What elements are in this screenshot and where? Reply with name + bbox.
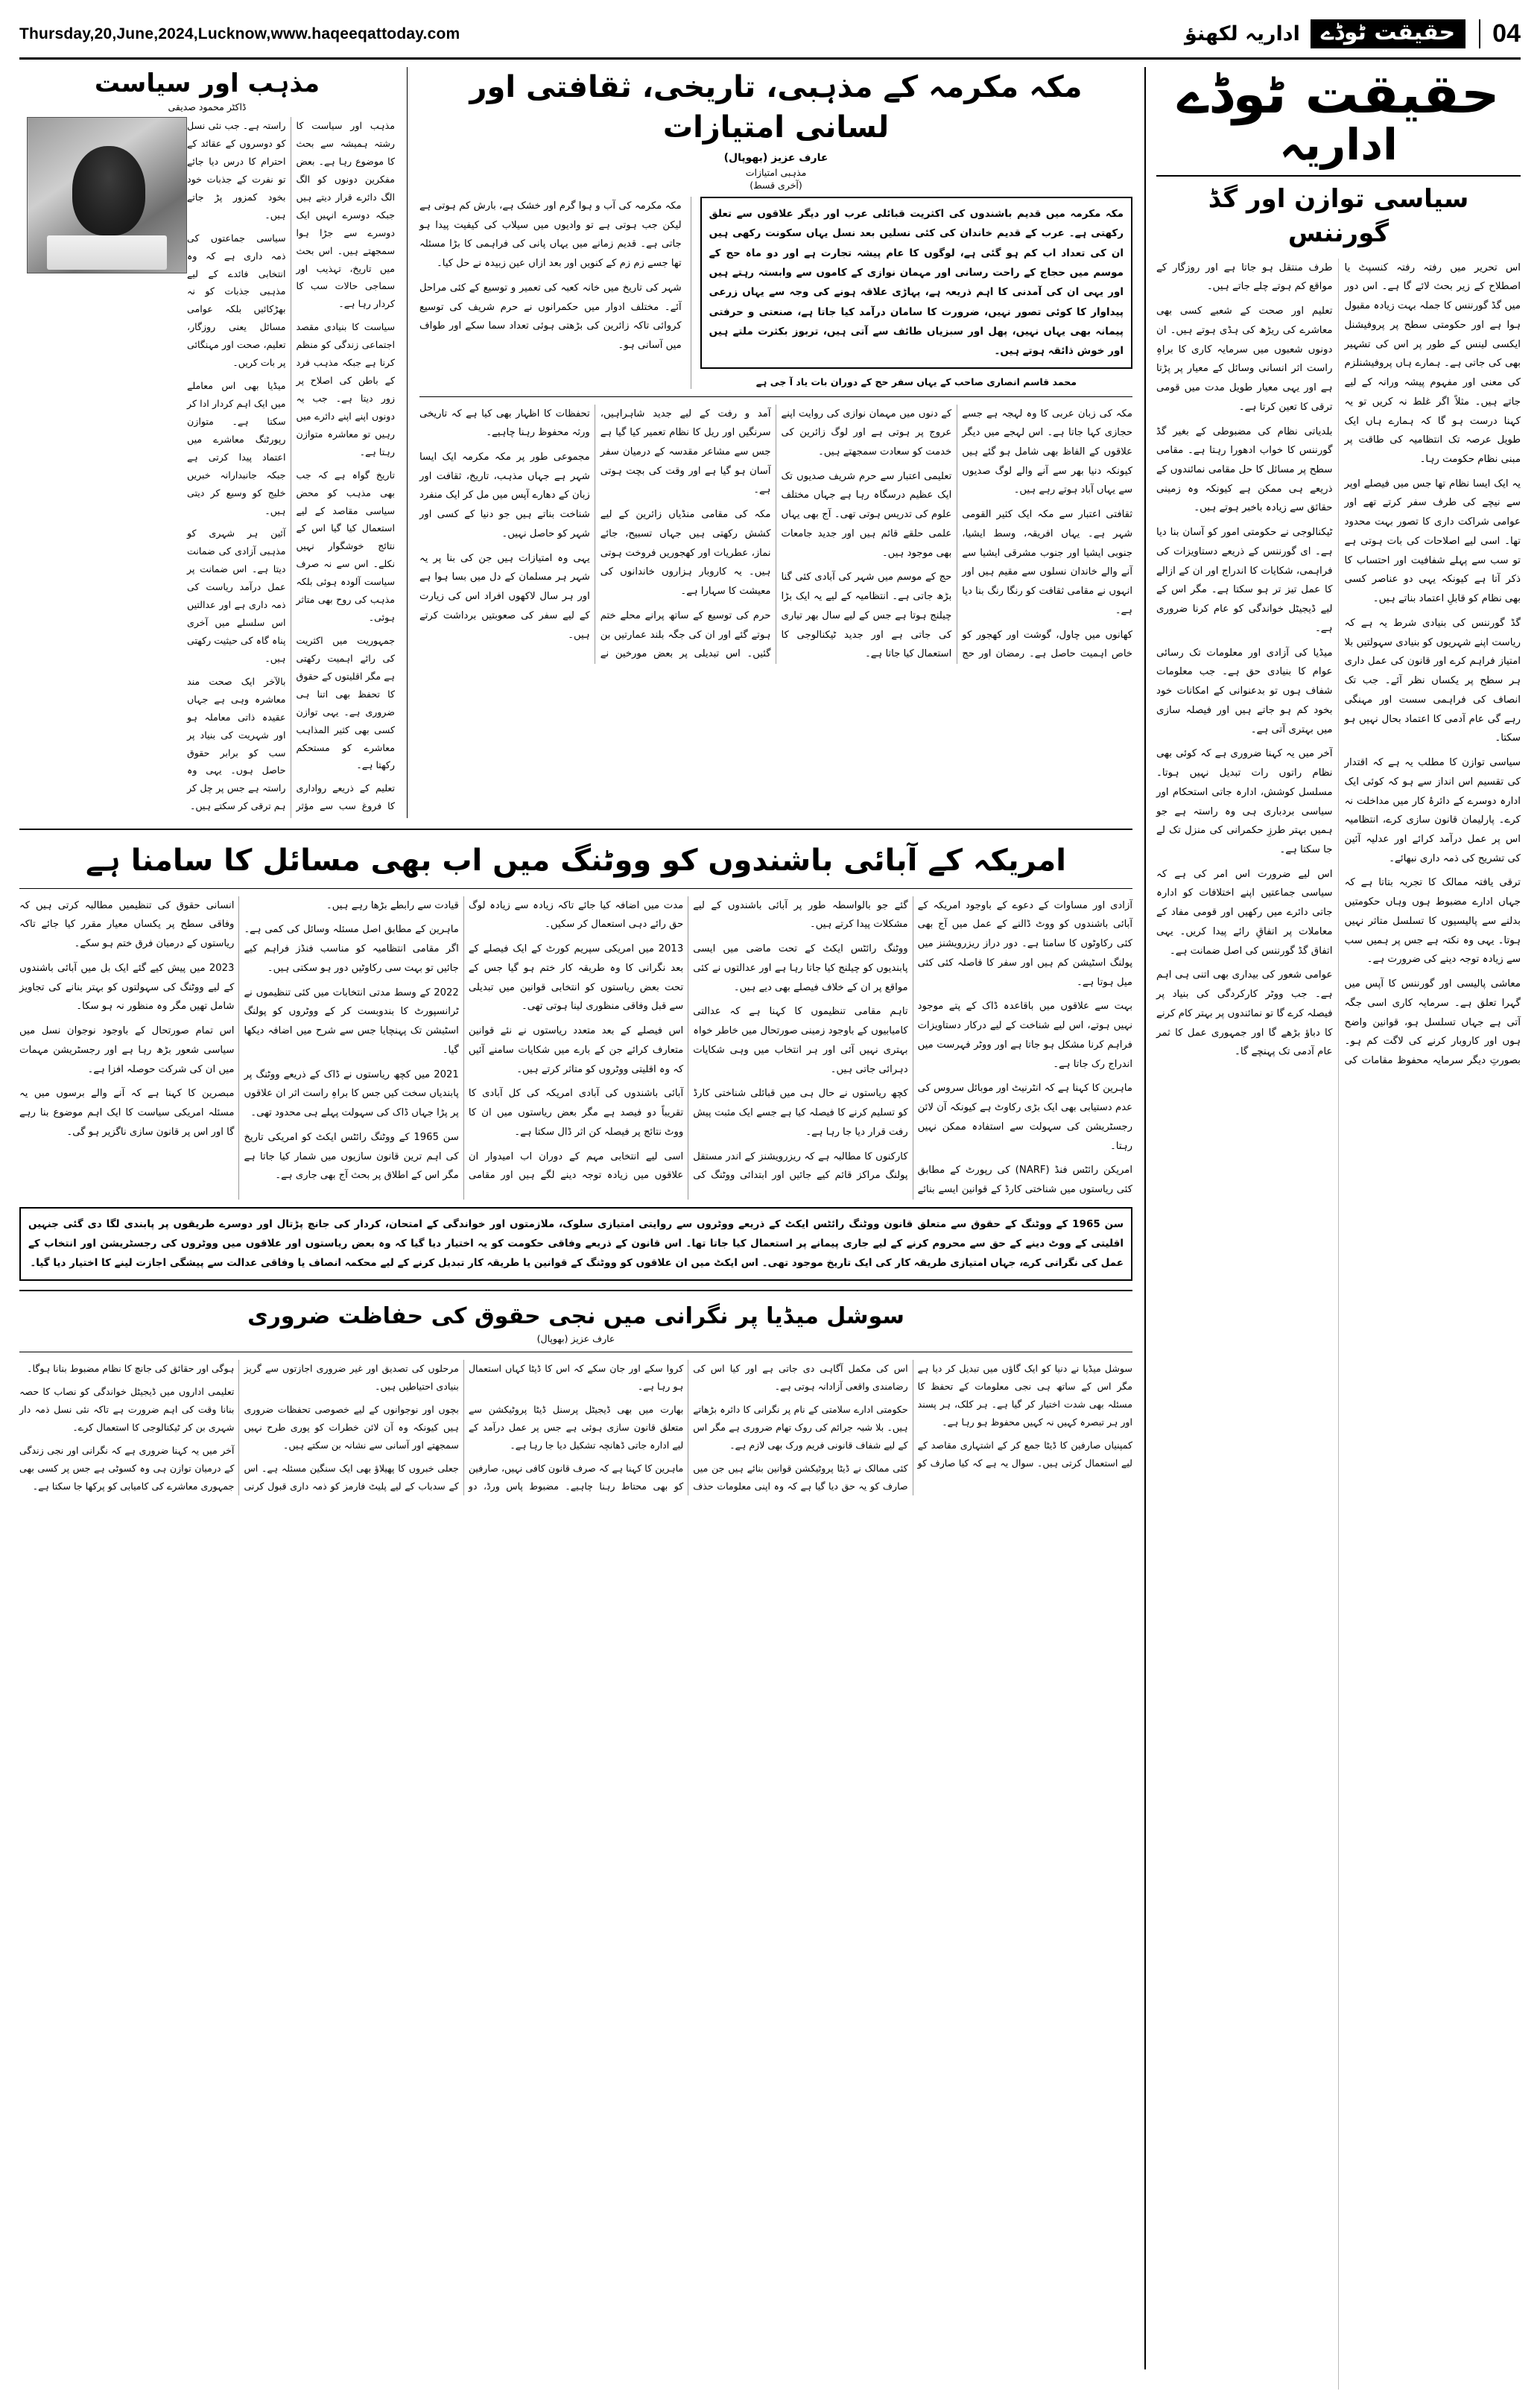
paragraph: امریکن رائٹس فنڈ (NARF) کی رپورٹ کے مطابق کئی ریاستوں میں شناختی کارڈ کے قوانین ایسے بنائے گئے جو بالواسطہ طور پر آبائی باشندوں کے لیے مشکلات پیدا کرتے ہیں۔: [693, 899, 1132, 1195]
paragraph: اس تمام صورتحال کے باوجود نوجوان نسل میں سیاسی شعور بڑھ رہا ہے اور رجسٹریشن مہمات میں ان کی شرکت حوصلہ افزا ہے۔: [19, 1025, 235, 1075]
paragraph: معاشی پالیسی اور گورننس کا آپس میں گہرا تعلق ہے۔ سرمایہ کاری اسی جگہ آتی ہے جہاں تسلسل ہو، قوانین واضح ہوں اور کاروبار کرنے کی لاگت کم ہو۔ بصورتِ دیگر سرمایہ محفوظ مقامات کی طرف منتقل ہو جاتا ہے اور روزگار کے مواقع کم ہوتے چلے جاتے ہیں۔: [1156, 262, 1521, 1067]
paragraph: مکہ مکرمہ کی آب و ہوا گرم اور خشک ہے، بارش کم ہوتی ہے لیکن جب ہوتی ہے تو وادیوں میں سیلاب کی کیفیت پیدا ہو جاتی ہے۔ قدیم زمانے میں یہاں پانی کی فراہمی کا بڑا مسئلہ تھا جسے زم زم کے کنویں اور بعد ازاں عین زبیدہ نے حل کیا۔: [419, 200, 682, 270]
article-social-body: [19, 1360, 1132, 1495]
paragraph: میڈیا کی آزادی اور معلومات تک رسائی عوام کا بنیادی حق ہے۔ جب معلومات شفاف ہوں تو بدعنوانی کے امکانات خود بخود کم ہو جاتے ہیں اور فیصلہ سازی میں بہتری آتی ہے۔: [1156, 647, 1333, 735]
paragraph: بہت سے علاقوں میں باقاعدہ ڈاک کے پتے موجود نہیں ہوتے، اس لیے شناخت کے لیے درکار دستاویزات فراہم کرنا مشکل ہو جاتا ہے اور ووٹر فہرست میں اندراج رک جاتا ہے۔: [917, 1001, 1132, 1070]
article-makkah-intro-col: [419, 197, 691, 389]
edition-label: اداریہ لکھنؤ: [1185, 22, 1300, 45]
paragraph: کچھ ریاستوں نے حال ہی میں قبائلی شناختی کارڈ کو تسلیم کرنے کا فیصلہ کیا ہے جسے ایک مثبت پیش رفت قرار دیا جا رہا ہے۔: [693, 1088, 908, 1138]
page-number: 04: [1479, 19, 1521, 48]
article-makkah-body: [419, 405, 1132, 665]
paragraph: حرم کی توسیع کے ساتھ پرانے محلے ختم ہوتے گئے اور ان کی جگہ بلند عمارتیں بن گئیں۔ اس تبدیلی پر بعض مورخین نے تحفظات کا اظہار بھی کیا ہے کہ تاریخی ورثہ محفوظ رہنا چاہیے۔: [419, 408, 771, 660]
paragraph: گڈ گورننس کی بنیادی شرط یہ ہے کہ ریاست اپنے شہریوں کو بنیادی سہولتیں بلا امتیاز فراہم کرے اور قانون کی عمل داری ہر سطح پر یکساں نظر آئے۔ جب تک انصاف کی فراہمی سست اور مہنگی رہے گی عام آدمی کا اعتماد بحال نہیں ہو سکتا۔: [1344, 617, 1521, 744]
paragraph: حکومتی ادارے سلامتی کے نام پر نگرانی کا دائرہ بڑھاتے ہیں۔ بلا شبہ جرائم کی روک تھام ضروری ہے مگر اس کے لیے شفاف قانونی فریم ورک بھی لازم ہے۔: [693, 1404, 908, 1451]
paragraph: حج کے موسم میں شہر کی آبادی کئی گنا بڑھ جاتی ہے۔ انتظامیہ کے لیے یہ ایک بڑا چیلنج ہوتا ہے جس کے لیے سال بھر تیاری کی جاتی ہے اور جدید ٹیکنالوجی کا استعمال کیا جاتا ہے۔: [781, 571, 952, 660]
editorial-body: [1156, 259, 1521, 2390]
paragraph: ثقافتی اعتبار سے مکہ ایک کثیر القومی شہر ہے۔ یہاں افریقہ، وسط ایشیا، جنوبی ایشیا اور جنوب مشرقی ایشیا سے آنے والے خاندان نسلوں سے مقیم ہیں اور انہوں نے مقامی ثقافت کو رنگا رنگ بنا دیا ہے۔: [962, 509, 1132, 616]
paragraph: ترقی یافتہ ممالک کا تجربہ بتاتا ہے کہ جہاں ادارے مضبوط ہوں وہاں حکومتیں بدلنے سے پالیسیوں کا تسلسل متاثر نہیں ہوتا۔ یہی وہ نکتہ ہے جس پر ہمیں سب سے زیادہ توجہ دینے کی ضرورت ہے۔: [1344, 877, 1521, 966]
paragraph: اس فیصلے کے بعد متعدد ریاستوں نے نئے قوانین متعارف کرائے جن کے بارے میں شکایات سامنے آئیں کہ وہ اقلیتی ووٹروں کو متاثر کرتے ہیں۔: [468, 1025, 684, 1075]
paragraph: مکہ کی زبان عربی کا وہ لہجہ ہے جسے حجازی کہا جاتا ہے۔ اس لہجے میں دیگر علاقوں کے الفاظ بھی شامل ہو گئے ہیں کیونکہ دنیا بھر سے آنے والے لوگ صدیوں سے یہاں آباد ہوتے رہے ہیں۔: [962, 408, 1132, 496]
article-mazhab-body: [187, 117, 395, 818]
article-america-headline: امریکہ کے آبائی باشندوں کو ووٹنگ میں اب بھی مسائل کا سامنا ہے: [85, 843, 1067, 878]
paragraph: یہ ایک ایسا نظام تھا جس میں فیصلے اوپر سے نیچے کی طرف سفر کرتے تھے اور عوامی شراکت داری کا تصور بہت محدود تھا۔ اسی لیے اصلاحات کی بات ہوتی ہے تو سب سے پہلے شفافیت اور احتساب کا ذکر آتا ہے کیونکہ یہی دو عناصر کسی بھی نظام کو قابلِ اعتماد بناتے ہیں۔: [1344, 478, 1521, 605]
paragraph: انسانی حقوق کی تنظیمیں مطالبہ کرتی ہیں کہ وفاقی سطح پر یکساں معیار مقرر کیا جائے تاکہ ریاستوں کے درمیان فرق ختم ہو سکے۔: [19, 899, 235, 950]
article-social-headline: سوشل میڈیا پر نگرانی میں نجی حقوق کی حفاظت ضروری: [247, 1302, 904, 1329]
article-makkah-subtitle1: مذہبی امتیازات: [745, 167, 807, 178]
article-social-author: عارف عزیز (بھوپال): [536, 1333, 615, 1345]
masthead: [19, 16, 1521, 60]
masthead-brand-group: [1185, 19, 1521, 48]
paragraph: کئی ممالک نے ڈیٹا پروٹیکشن قوانین بنائے ہیں جن میں صارف کو یہ حق دیا گیا ہے کہ وہ اپنی معلومات حذف کروا سکے اور جان سکے کہ اس کا ڈیٹا کہاں استعمال ہو رہا ہے۔: [468, 1363, 908, 1492]
paragraph: مکہ کی مقامی منڈیاں زائرین کے لیے کشش رکھتی ہیں جہاں تسبیح، جائے نماز، عطریات اور کھجوریں فروخت ہوتی ہیں۔ یہ کاروبار ہزاروں خاندانوں کی معیشت کا سہارا ہے۔: [600, 509, 771, 598]
paragraph: ووٹنگ رائٹس ایکٹ کے تحت ماضی میں ایسی پابندیوں کو چیلنج کیا جاتا رہا ہے اور عدالتوں نے کئی مواقع پر ان کے خلاف فیصلے بھی دیے ہیں۔: [693, 943, 908, 993]
paragraph: جمہوریت میں اکثریت کی رائے اہمیت رکھتی ہے مگر اقلیتوں کے حقوق کا تحفظ بھی اتنا ہی ضروری ہے۔ یہی توازن کسی بھی کثیر المذاہب معاشرے کو مستحکم رکھتا ہے۔: [296, 635, 395, 771]
editorial-headline: سیاسی توازن اور گڈ گورننس: [1208, 183, 1469, 248]
publication-logo: حقیقت ٹوڈے: [1311, 19, 1465, 48]
article-makkah: [407, 67, 1132, 818]
paragraph: ماہرین کا کہنا ہے کہ صرف قانون کافی نہیں، صارفین کو بھی محتاط رہنا چاہیے۔ مضبوط پاس ورڈ، دو مرحلوں کی تصدیق اور غیر ضروری اجازتوں سے گریز بنیادی احتیاطیں ہیں۔: [244, 1363, 684, 1492]
article-makkah-headline: مکہ مکرمہ کے مذہبی، تاریخی، ثقافتی اور لسانی امتیازات: [469, 70, 1083, 145]
paragraph: تعلیمی اداروں میں ڈیجیٹل خواندگی کو نصاب کا حصہ بنانا وقت کی اہم ضرورت ہے تاکہ نئی نسل ذمہ دار شہری بن کر ٹیکنالوجی کا استعمال کرے۔: [19, 1386, 235, 1433]
paragraph: ماہرین کا کہنا ہے کہ انٹرنیٹ اور موبائل سروس کی عدم دستیابی بھی ایک بڑی رکاوٹ ہے کیونکہ آن لائن رجسٹریشن کی سہولت سے استفادہ ممکن نہیں رہتا۔: [917, 1083, 1132, 1152]
paragraph: آمد و رفت کے لیے جدید شاہراہیں، سرنگیں اور ریل کا نظام تعمیر کیا گیا ہے جس سے مشاعر مقدسہ کے درمیان سفر آسان ہو گیا ہے اور وقت کی بچت ہوتی ہے۔: [600, 408, 771, 496]
editorial-rail: [1144, 63, 1521, 2369]
paragraph: سیاست کا بنیادی مقصد اجتماعی زندگی کو منظم کرنا ہے جبکہ مذہب فرد کے باطن کی اصلاح پر زور دیتا ہے۔ جب یہ دونوں اپنے اپنے دائرے میں رہیں تو معاشرہ متوازن رہتا ہے۔: [296, 321, 395, 457]
paragraph: بھارت میں بھی ڈیجیٹل پرسنل ڈیٹا پروٹیکشن سے متعلق قانون سازی ہوئی ہے جس پر عمل درآمد کے لیے ادارہ جاتی ڈھانچہ تشکیل دیا جا رہا ہے۔: [468, 1404, 684, 1451]
article-social: [19, 1302, 1132, 1495]
paragraph: بچوں اور نوجوانوں کے لیے خصوصی تحفظات ضروری ہیں کیونکہ وہ آن لائن خطرات کو پوری طرح نہیں سمجھتے اور آسانی سے نشانہ بن سکتے ہیں۔: [244, 1404, 459, 1451]
paragraph: آبائی باشندوں کی آبادی امریکہ کی کل آبادی کا تقریباً دو فیصد ہے مگر بعض ریاستوں میں ان کا ووٹ نتائج پر فیصلہ کن اثر ڈال سکتا ہے۔: [468, 1088, 684, 1138]
main-content: [19, 67, 1144, 2369]
paragraph: 2022 کے وسط مدتی انتخابات میں کئی تنظیموں نے ٹرانسپورٹ کا بندوبست کر کے ووٹروں کو پولنگ اسٹیشن تک پہنچایا جس سے شرح میں اضافہ دیکھا گیا۔: [244, 987, 459, 1056]
article-america: [19, 840, 1132, 1281]
editorial-masthead-title: حقیقت ٹوڈے: [1177, 63, 1500, 125]
paragraph: کارکنوں کا مطالبہ ہے کہ ریزرویشنز کے اندر مستقل پولنگ مراکز قائم کیے جائیں اور ابتدائی ووٹنگ کی مدت میں اضافہ کیا جائے تاکہ زیادہ سے زیادہ لوگ حق رائے دہی استعمال کر سکیں۔: [468, 899, 908, 1182]
article-mazhab-photo: [27, 117, 187, 273]
paragraph: آئین ہر شہری کو مذہبی آزادی کی ضمانت دیتا ہے۔ اس ضمانت پر عمل درآمد ریاست کی ذمہ داری ہے اور عدالتیں اس سلسلے میں آخری پناہ گاہ کی حیثیت رکھتی ہیں۔: [187, 528, 286, 664]
article-mazhab: [19, 67, 407, 818]
paragraph: شہر کی تاریخ میں خانہ کعبہ کی تعمیر و توسیع کے کئی مراحل آئے۔ مختلف ادوار میں حکمرانوں نے حرم شریف کی توسیع کروائی تاکہ زائرین کی بڑھتی ہوئی تعداد سما سکے اور طواف میں آسانی ہو۔: [419, 282, 682, 352]
paragraph: اس لیے ضرورت اس امر کی ہے کہ سیاسی جماعتیں اپنے اختلافات کو ادارہ جاتی دائرے میں رکھیں اور قومی مفاد کے معاملات پر اتفاقِ رائے پیدا کریں۔ یہی اتفاق گڈ گورننس کی اصل ضمانت ہے۔: [1156, 868, 1333, 957]
top-row: [19, 67, 1132, 830]
paragraph: 2013 میں امریکی سپریم کورٹ کے ایک فیصلے کے بعد نگرانی کا وہ طریقہ کار ختم ہو گیا جس کے تحت بعض ریاستوں کو انتخابی قوانین میں تبدیلی سے قبل وفاقی منظوری لینا ہوتی تھی۔: [468, 943, 684, 1013]
paragraph: اس تحریر میں رفتہ رفتہ کنسپٹ یا اصطلاح کے زیر بحث لائے گا ہے۔ اس دور میں گڈ گورننس کا جملہ بہت زیادہ مقبول ہوا ہے اور حکومتی سطح پر پروفیشنل ایکسی لینس کے طور پر اس کی تشہیر بھی کی جاتی ہے۔ ہمارے ہاں پروفیشنلزم کی معنی اور مفہوم پیشہ ورانہ کے لیے جاتے ہیں۔ مثلاً اگر غلط نہ کریں تو یہ کہنا درست ہو گا کہ ہمارے ہاں ایک طویل عرصہ تک انتظامیہ کی طاقت پر مبنی نظام حکومت رہا۔: [1344, 262, 1521, 466]
divider: [19, 1290, 1132, 1291]
paragraph: 2021 میں کچھ ریاستوں نے ڈاک کے ذریعے ووٹنگ پر پابندیاں سخت کیں جس کا براہِ راست اثر ان علاقوں پر پڑا جہاں ڈاک کی سہولت پہلے ہی محدود تھی۔: [244, 1068, 459, 1119]
paragraph: سن 1965 کے ووٹنگ رائٹس ایکٹ کو امریکی تاریخ کی اہم ترین قانون سازیوں میں شمار کیا جاتا ہے مگر اس کے اطلاق پر بحث آج بھی جاری ہے۔: [244, 1131, 459, 1182]
paragraph: 2023 میں پیش کیے گئے ایک بل میں آبائی باشندوں کے لیے ووٹنگ کی سہولتوں کو بہتر بنانے کی تجاویز شامل تھیں مگر وہ منظور نہ ہو سکا۔: [19, 962, 235, 1013]
article-makkah-author: عارف عزیز (بھوپال): [723, 152, 828, 164]
page-body: [19, 63, 1521, 2369]
article-mazhab-author: ڈاکٹر محمود صدیقی: [168, 101, 247, 113]
paragraph: کمپنیاں صارفین کا ڈیٹا جمع کر کے اشتہاری مقاصد کے لیے استعمال کرتی ہیں۔ سوال یہ ہے کہ کیا صارف کو اس کی مکمل آگاہی دی جاتی ہے اور کیا اس کی رضامندی واقعی آزادانہ ہوتی ہے۔: [693, 1363, 1132, 1469]
paragraph: مبصرین کا کہنا ہے کہ آنے والے برسوں میں یہ مسئلہ امریکی سیاست کا ایک اہم موضوع بنا رہے گا اور اس پر قانون سازی ناگزیر ہو گی۔: [19, 1088, 235, 1138]
paragraph: یہی وہ امتیازات ہیں جن کی بنا پر یہ شہر ہر مسلمان کے دل میں بسا ہوا ہے اور ہر سال لاکھوں افراد اس کی زیارت کے لیے سفر کی صعوبتیں برداشت کرتے ہیں۔: [419, 552, 590, 641]
paragraph: کھانوں میں چاول، گوشت اور کھجور کو خاص اہمیت حاصل ہے۔ رمضان اور حج کے دنوں میں مہمان نوازی کی روایت اپنے عروج پر ہوتی ہے اور لوگ زائرین کی خدمت کو سعادت سمجھتے ہیں۔: [781, 408, 1132, 660]
dateline: Thursday,20,June,2024,Lucknow,www.haqeeqattoday.com: [19, 25, 460, 42]
paragraph: تاہم مقامی تنظیموں کا کہنا ہے کہ عدالتی کامیابیوں کے باوجود زمینی صورتحال میں خاطر خواہ بہتری نہیں آئی اور ہر انتخاب میں وہی شکایات دہرائی جاتی ہیں۔: [693, 1006, 908, 1075]
paragraph: سوشل میڈیا نے دنیا کو ایک گاؤں میں تبدیل کر دیا ہے مگر اس کے ساتھ ہی نجی معلومات کے تحفظ کا مسئلہ بھی شدت اختیار کر گیا ہے۔ ہر کلک، ہر پسند اور ہر تبصرہ کہیں نہ کہیں محفوظ ہو رہا ہے۔: [917, 1363, 1132, 1428]
paragraph: تعلیمی اعتبار سے حرم شریف صدیوں تک ایک عظیم درسگاہ رہا ہے جہاں مختلف علوم کی تدریس ہوتی تھی۔ آج بھی یہاں علمی حلقے قائم ہیں اور جدید جامعات بھی موجود ہیں۔: [781, 470, 952, 559]
paragraph: سیاسی توازن کا مطلب یہ ہے کہ اقتدار کی تقسیم اس انداز سے ہو کہ کوئی ایک ادارہ دوسرے کے دائرۂ کار میں مداخلت نہ کرے۔ پارلیمان قانون سازی کرے، انتظامیہ اس پر عمل درآمد کرائے اور عدلیہ آئین کی تشریح کی ذمہ داری نبھائے۔: [1344, 757, 1521, 864]
paragraph: بلدیاتی نظام کی مضبوطی کے بغیر گڈ گورننس کا خواب ادھورا رہتا ہے۔ مقامی سطح پر مسائل کا حل مقامی نمائندوں کے ذریعے ہی ممکن ہے کیونکہ وہ زمینی حقائق سے زیادہ باخبر ہوتے ہیں۔: [1156, 425, 1333, 514]
paragraph: تاریخ گواہ ہے کہ جب بھی مذہب کو محض سیاسی مقاصد کے لیے استعمال کیا گیا اس کے نتائج خوشگوار نہیں نکلے۔ اس سے نہ صرف سیاست آلودہ ہوئی بلکہ مذہب کی روح بھی متاثر ہوئی۔: [296, 469, 395, 624]
paragraph: ماہرین کے مطابق اصل مسئلہ وسائل کی کمی ہے۔ اگر مقامی انتظامیہ کو مناسب فنڈز فراہم کیے جائیں تو بہت سی رکاوٹیں دور ہو سکتی ہیں۔: [244, 924, 459, 974]
editorial-rule: [1156, 175, 1521, 177]
article-makkah-subtitle2: (آخری قسط): [750, 180, 802, 191]
paragraph: آخر میں یہ کہنا ضروری ہے کہ نگرانی اور نجی زندگی کے درمیان توازن ہی وہ کسوٹی ہے جس پر کسی بھی جمہوری معاشرے کی کامیابی کو پرکھا جا سکتا ہے۔: [19, 1444, 235, 1492]
paragraph: تعلیم کے ذریعے رواداری کا فروغ سب سے مؤثر راستہ ہے۔ جب نئی نسل کو دوسروں کے عقائد کے احترام کا درس دیا جائے تو نفرت کے جذبات خود بخود کمزور پڑ جاتے ہیں۔: [187, 120, 395, 812]
paragraph: ٹیکنالوجی نے حکومتی امور کو آسان بنا دیا ہے۔ ای گورننس کے ذریعے دستاویزات کی فراہمی، شکایات کا اندراج اور ان کے ازالے کا عمل تیز تر ہو سکتا ہے۔ مگر اس کے لیے ڈیجیٹل خواندگی کو عام کرنا ضروری ہے۔: [1156, 527, 1333, 634]
paragraph: جعلی خبروں کا پھیلاؤ بھی ایک سنگین مسئلہ ہے۔ اس کے سدباب کے لیے پلیٹ فارمز کو ذمہ داری قبول کرنی ہوگی اور حقائق کی جانچ کا نظام مضبوط بنانا ہوگا۔: [27, 1363, 459, 1492]
paragraph: اسی لیے انتخابی مہم کے دوران اب امیدوار ان علاقوں میں زیادہ توجہ دینے لگے ہیں اور مقامی قیادت سے رابطے بڑھا رہے ہیں۔: [326, 899, 684, 1182]
paragraph: سیاسی جماعتوں کی ذمہ داری ہے کہ وہ انتخابی فائدے کے لیے مذہبی جذبات کو نہ بھڑکائیں بلکہ عوامی مسائل یعنی روزگار، تعلیم، صحت اور مہنگائی پر بات کریں۔: [187, 232, 286, 369]
paragraph: مجموعی طور پر مکہ مکرمہ ایک ایسا شہر ہے جہاں مذہب، تاریخ، ثقافت اور زبان کے دھارے آپس میں مل کر ایک منفرد شناخت بناتے ہیں جو دنیا کے کسی اور شہر کو حاصل نہیں۔: [419, 451, 590, 539]
article-makkah-credit: محمد قاسم انصاری صاحب کے یہاں سفر حج کے دوران بات یاد آ جی ہے: [755, 376, 1077, 387]
editorial-masthead-subtitle: اداریہ: [1279, 119, 1398, 170]
article-mazhab-headline: مذہب اور سیاست: [94, 69, 320, 98]
paragraph: میڈیا بھی اس معاملے میں ایک اہم کردار ادا کر سکتا ہے۔ متوازن رپورٹنگ معاشرے میں اعتماد پیدا کرتی ہے جبکہ جانبدارانہ خبریں خلیج کو وسیع کر دیتی ہیں۔: [187, 380, 286, 516]
paragraph: مذہب اور سیاست کا رشتہ ہمیشہ سے بحث کا موضوع رہا ہے۔ بعض مفکرین دونوں کو الگ الگ دائرے قرار دیتے ہیں جبکہ دوسرے انہیں ایک دوسرے سے جڑا ہوا سمجھتے ہیں۔ اس بحث میں تاریخ، تہذیب اور سماجی حالات سب کا کردار رہا ہے۔: [296, 120, 395, 310]
paragraph: بالآخر ایک صحت مند معاشرہ وہی ہے جہاں عقیدہ ذاتی معاملہ ہو اور شہریت کی بنیاد پر سب کو برابر حقوق حاصل ہوں۔ یہی وہ راستہ ہے جس پر چل کر ہم ترقی کر سکتے ہیں۔: [187, 675, 286, 812]
paragraph: آخر میں یہ کہنا ضروری ہے کہ کوئی بھی نظام راتوں رات تبدیل نہیں ہوتا۔ مسلسل کوشش، ادارہ جاتی استحکام اور سیاسی بردباری ہی وہ راستہ ہے جو ہمیں بہتر طرزِ حکمرانی کی منزل تک لے جا سکتا ہے۔: [1156, 748, 1333, 855]
paragraph: آزادی اور مساوات کے دعوے کے باوجود امریکہ کے آبائی باشندوں کو ووٹ ڈالنے کے عمل میں آج بھی کئی رکاوٹوں کا سامنا ہے۔ دور دراز ریزرویشنز میں پولنگ اسٹیشن کم ہیں اور سفر کا فاصلہ کئی کئی میل ہوتا ہے۔: [917, 899, 1132, 988]
paragraph: عوامی شعور کی بیداری بھی اتنی ہی اہم ہے۔ جب ووٹر کارکردگی کی بنیاد پر فیصلہ کرے گا تو نمائندوں پر بہتر کام کرنے کا دباؤ بڑھے گا اور جمہوری عمل کا ثمر عام آدمی تک پہنچے گا۔: [1156, 969, 1333, 1058]
divider: [419, 396, 1132, 397]
article-makkah-lead-box: مکہ مکرمہ میں قدیم باشندوں کی اکثریت قبائلی عرب اور دیگر علاقوں سے تعلق رکھتی ہے۔ عرب کے قدیم خاندان کی کئی نسلیں بعد نسل یہاں سکونت رکھی ہیں ان کی تعداد اب کم ہو گئی ہے، لوگوں کا عام پیشہ تجارت ہے اور دو ماہ حج کے موسم میں حجاج کے راحت رسانی اور مہمان نوازی کے کاموں سے وابستہ رہتے ہیں اور یہی ان کی آمدنی کا اہم ذریعہ ہے، پہاڑی علاقہ ہونے کی وجہ سے یہاں زرعی پیداوار کا کوئی تصور نہیں، ضرورت کا سامان درآمد کیا جاتا ہے، صنعتی و حرفتی پیمانہ بھی یہاں نہیں، پھل اور سبزیاں طائف سے آتی ہیں، تربوز بکثرت ملتے ہیں اور خوش ذائقہ ہوتے ہیں۔: [700, 197, 1132, 369]
divider: [19, 888, 1132, 889]
article-america-body-top: [19, 896, 1132, 1200]
article-america-box: سن 1965 کے ووٹنگ کے حقوق سے متعلق قانون ووٹنگ رائٹس ایکٹ کے ذریعے ووٹروں سے روایتی امتیازی سلوک، ملازمتوں اور خواندگی کے امتحان، کردار کی جانچ پڑتال اور دوسرے طریقوں پر پابندی لگا دی گئی جنہیں اقلیتی کے ووٹ دینے کے حق سے محروم کرنے کے لیے جاری پیمانے پر استعمال کیا جاتا تھا۔ اس قانون کے ذریعے وفاقی حکومت کو یہ اختیار دیا گیا کہ وہ بعض ریاستوں اور علاقوں میں ووٹروں کی رجسٹریشن اور انتخاب کے عمل کی نگرانی کرے، جہاں امتیازی طریقہ کار کی ایک تاریخ موجود تھی۔ اس ایکٹ میں ان علاقوں کو ووٹنگ کے قوانین یا طریقہ کار تبدیل کرنے کے لیے محکمہ انصاف یا وفاقی عدالت سے پیشگی اجازت لینے کا اختیار دیا گیا۔: [19, 1207, 1132, 1281]
paragraph: تعلیم اور صحت کے شعبے کسی بھی معاشرے کی ریڑھ کی ہڈی ہوتے ہیں۔ ان دونوں شعبوں میں سرمایہ کاری کا براہِ راست اثر انسانی وسائل کے معیار پر پڑتا ہے اور یہی معیار طویل مدت میں قومی ترقی کا تعین کرتا ہے۔: [1156, 305, 1333, 413]
